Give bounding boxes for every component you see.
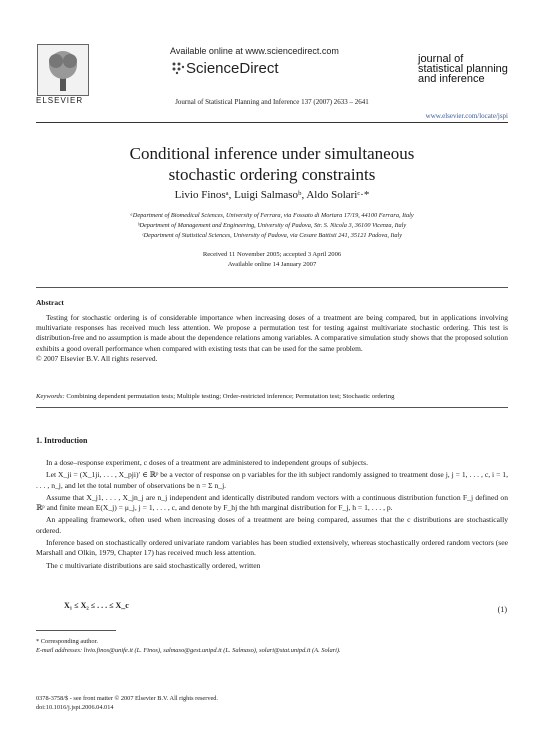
corresponding-author-note: * Corresponding author. — [36, 638, 98, 645]
abstract-top-divider — [36, 287, 508, 288]
affiliation: ᶜDepartment of Statistical Sciences, University of Padova, via Cesare Battisti 241, 35121 Padova, Italy — [141, 232, 403, 239]
doi-line: doi:10.1016/j.jspi.2006.04.014 — [36, 704, 114, 711]
journal-citation: Journal of Statistical Planning and Inference 137 (2007) 2633 – 2641 — [175, 98, 369, 106]
header-divider — [36, 122, 508, 123]
abstract-copyright: © 2007 Elsevier B.V. All rights reserved. — [36, 353, 158, 363]
online-date: Available online 14 January 2007 — [227, 261, 317, 268]
abstract-text: Testing for stochastic ordering is of considerable importance when increasing doses of a treatment are being compared, but in applications involving multivariate responses has received much less attention. We propose a permutation test for testing against multivariate stochastic ordering. This test is distribution-free and no assumption is made about the dependence relations among variables. A comparative simulation study shows that the proposed solution exhibits a good overall performance when compared with existing tests that can be used for the same problem. — [36, 313, 508, 353]
paragraph: The c multivariate distributions are said stochastically ordered, written — [46, 560, 261, 570]
equation-number: (1) — [497, 605, 507, 614]
journal-url-link[interactable]: www.elsevier.com/locate/jspi — [425, 112, 508, 120]
keywords-label: Keywords: — [36, 393, 65, 400]
footnotes — [36, 637, 508, 655]
affiliation: ᵇDepartment of Management and Engineering, University of Padova, Str. S. Nicola 3, 36100 Vicenza, Italy — [137, 222, 407, 229]
equation: X₁ ≤ X₂ ≤ . . . ≤ X_c — [64, 601, 129, 610]
publication-info — [36, 694, 218, 712]
elsevier-logo-icon — [37, 44, 89, 96]
sciencedirect-logo: ScienceDirect — [186, 60, 279, 77]
journal-name-mark — [418, 54, 508, 84]
journal-name-line: and inference — [418, 73, 485, 85]
sciencedirect-dots-icon — [171, 61, 185, 75]
publisher-name: ELSEVIER — [36, 96, 84, 105]
journal-name-line: statistical planning — [418, 63, 508, 75]
journal-name-line: journal of — [418, 53, 464, 65]
section-body — [36, 458, 508, 573]
received-date: Received 11 November 2005; accepted 3 April 2006 — [202, 251, 342, 258]
footnote-divider — [36, 630, 116, 631]
paragraph: An appealing framework, often used when increasing doses of a treatment are being compared, assumes that the c distributions are stochastically ordered. — [36, 515, 508, 535]
paragraph: Assume that X_j1, . . . , X_jn_j are n_j independent and identically distributed random vectors with a continuous distribution function F_j defined on ℝᵖ and finite mean E(X_j) = μ_j, j = 1, . . . , c, and denote by F_hj the hth marginal distribution for F_j, h = 1, . . . , p. — [36, 492, 508, 513]
section-heading: 1. Introduction — [36, 436, 88, 445]
paragraph: In a dose–response experiment, c doses of a treatment are administered to independent groups of subjects. — [46, 458, 369, 467]
abstract-body — [36, 313, 508, 364]
paragraph: Let X_ji = (X_1ji, . . . , X_pji)′ ∈ ℝᵖ be a vector of response on p variables for the ith subject randomly assigned to treatment dose j, j = 1, . . . , c, i = 1, . . . , n_j, and let the total number of observations be n = Σ n_j. — [36, 470, 508, 490]
availability-notice: Available online at www.sciencedirect.com — [170, 46, 339, 56]
keywords-text: Combining dependent permutation tests; Multiple testing; Order-restricted inference; Permutation test; Stochastic ordering — [66, 393, 395, 400]
abstract-bottom-divider — [36, 407, 508, 408]
abstract-heading: Abstract — [36, 298, 64, 307]
article-title: Conditional inference under simultaneous stochastic ordering constraints — [129, 144, 415, 184]
keywords — [36, 393, 508, 400]
paragraph: Inference based on stochastically ordered univariate random variables has been studied extensively, whereas stochastically ordered random vectors (see Marshall and Olkin, 1979, Chapter 17) has received much less attention. — [36, 538, 508, 558]
affiliation: ᵃDepartment of Biomedical Sciences, University of Ferrara, via Fossato di Mortara 17/19, 44100 Ferrara, Italy — [130, 212, 414, 219]
author-list: Livio Finosᵃ, Luigi Salmasoᵇ, Aldo Solariᶜ·* — [174, 189, 370, 201]
email-addresses: E-mail addresses: livio.finos@unife.it (L. Finos), salmaso@gest.unipd.it (L. Salmaso), solari@stat.unipd.it (A. Solari). — [36, 647, 341, 654]
article-dates — [0, 250, 544, 270]
issn-line: 0378-3758/$ - see front matter © 2007 Elsevier B.V. All rights reserved. — [36, 695, 218, 702]
